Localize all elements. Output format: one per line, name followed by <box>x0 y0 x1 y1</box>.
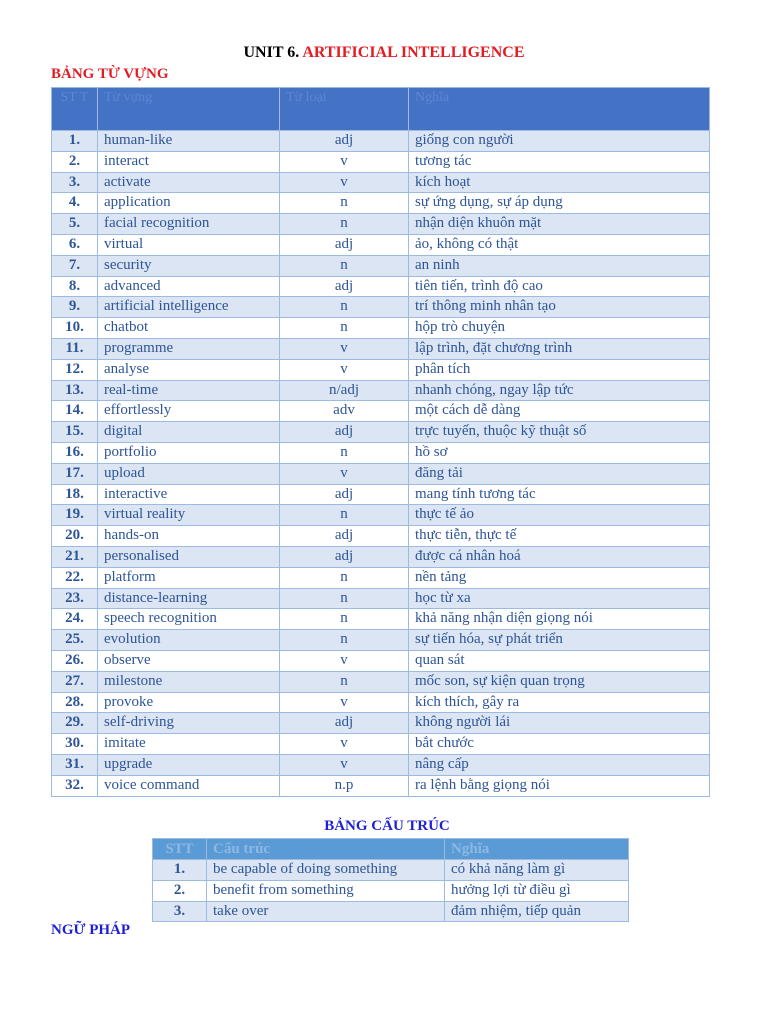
vocab-word: milestone <box>98 671 280 692</box>
vocab-word: activate <box>98 172 280 193</box>
word-type: n <box>280 297 409 318</box>
table-row <box>52 255 710 276</box>
table-row <box>52 526 710 547</box>
grammar-heading: NGỮ PHÁP <box>51 922 131 938</box>
table-row <box>52 734 710 755</box>
row-number: 26. <box>52 650 98 671</box>
vocab-word: observe <box>98 650 280 671</box>
word-meaning: an ninh <box>409 255 710 276</box>
row-number: 19. <box>52 505 98 526</box>
row-number: 22. <box>52 567 98 588</box>
table-row <box>52 775 710 796</box>
word-meaning: đăng tải <box>409 463 710 484</box>
row-number: 31. <box>52 754 98 775</box>
table-row <box>52 650 710 671</box>
row-number: 28. <box>52 692 98 713</box>
row-number: 11. <box>52 338 98 359</box>
row-number: 25. <box>52 630 98 651</box>
table-row <box>52 214 710 235</box>
row-number: 32. <box>52 775 98 796</box>
word-type: adj <box>280 234 409 255</box>
row-number: 4. <box>52 193 98 214</box>
word-meaning: giống con người <box>409 131 710 152</box>
row-number: 17. <box>52 463 98 484</box>
row-number: 5. <box>52 214 98 235</box>
table-row <box>52 297 710 318</box>
word-type: adj <box>280 546 409 567</box>
word-meaning: sự ứng dụng, sự áp dụng <box>409 193 710 214</box>
structure-header-structure: Cấu trúc <box>207 839 445 860</box>
structure-body <box>153 860 629 922</box>
vocab-word: platform <box>98 567 280 588</box>
table-row <box>52 630 710 651</box>
table-row <box>52 692 710 713</box>
structure-header-meaning: Nghĩa <box>445 839 629 860</box>
word-type: n/adj <box>280 380 409 401</box>
table-row <box>52 463 710 484</box>
vocab-word: provoke <box>98 692 280 713</box>
word-type: n <box>280 671 409 692</box>
word-type: adj <box>280 526 409 547</box>
table-row <box>52 484 710 505</box>
word-type: n <box>280 505 409 526</box>
word-meaning: một cách dễ dàng <box>409 401 710 422</box>
table-row <box>52 193 710 214</box>
word-type: n <box>280 318 409 339</box>
word-meaning: được cá nhân hoá <box>409 546 710 567</box>
word-type: n <box>280 609 409 630</box>
word-meaning: khả năng nhận diện giọng nói <box>409 609 710 630</box>
word-meaning: tiên tiến, trình độ cao <box>409 276 710 297</box>
word-meaning: hộp trò chuyện <box>409 318 710 339</box>
word-type: adj <box>280 131 409 152</box>
word-type: v <box>280 754 409 775</box>
row-number: 15. <box>52 422 98 443</box>
word-type: adj <box>280 422 409 443</box>
vocab-word: real-time <box>98 380 280 401</box>
table-row <box>52 609 710 630</box>
row-number: 3. <box>153 901 207 922</box>
vocab-word: effortlessly <box>98 401 280 422</box>
word-type: adj <box>280 713 409 734</box>
vocab-word: portfolio <box>98 442 280 463</box>
word-type: n <box>280 567 409 588</box>
table-row <box>52 318 710 339</box>
vocab-word: virtual reality <box>98 505 280 526</box>
word-meaning: nền tảng <box>409 567 710 588</box>
word-meaning: mốc son, sự kiện quan trọng <box>409 671 710 692</box>
word-meaning: sự tiến hóa, sự phát triển <box>409 630 710 651</box>
row-number: 2. <box>153 880 207 901</box>
structure-meaning: hưởng lợi từ điều gì <box>445 880 629 901</box>
vocab-header-stt: ST T <box>52 88 98 131</box>
vocab-word: voice command <box>98 775 280 796</box>
row-number: 1. <box>153 860 207 881</box>
structure-heading: BẢNG CẤU TRÚC <box>324 818 450 834</box>
vocab-header-pos: Từ loại <box>280 88 409 131</box>
vocab-header-meaning: Nghĩa <box>409 88 710 131</box>
vocab-word: imitate <box>98 734 280 755</box>
row-number: 18. <box>52 484 98 505</box>
vocab-word: interactive <box>98 484 280 505</box>
table-row <box>52 172 710 193</box>
vocab-word: programme <box>98 338 280 359</box>
table-row <box>52 546 710 567</box>
row-number: 9. <box>52 297 98 318</box>
row-number: 12. <box>52 359 98 380</box>
row-number: 24. <box>52 609 98 630</box>
word-type: v <box>280 692 409 713</box>
word-type: v <box>280 463 409 484</box>
word-meaning: lập trình, đặt chương trình <box>409 338 710 359</box>
structure-phrase: benefit from something <box>207 880 445 901</box>
table-row <box>52 131 710 152</box>
table-row <box>52 422 710 443</box>
row-number: 3. <box>52 172 98 193</box>
word-meaning: thực tế ảo <box>409 505 710 526</box>
title-prefix: UNIT 6. <box>243 44 300 61</box>
structure-header-row <box>153 839 629 860</box>
table-row <box>52 505 710 526</box>
word-meaning: tương tác <box>409 151 710 172</box>
row-number: 27. <box>52 671 98 692</box>
word-meaning: nâng cấp <box>409 754 710 775</box>
structure-phrase: be capable of doing something <box>207 860 445 881</box>
word-meaning: không người lái <box>409 713 710 734</box>
word-type: v <box>280 338 409 359</box>
vocab-heading: BẢNG TỪ VỰNG <box>51 66 169 82</box>
vocab-word: hands-on <box>98 526 280 547</box>
row-number: 6. <box>52 234 98 255</box>
word-type: v <box>280 734 409 755</box>
word-type: v <box>280 650 409 671</box>
vocab-word: human-like <box>98 131 280 152</box>
word-meaning: kích hoạt <box>409 172 710 193</box>
word-meaning: bắt chước <box>409 734 710 755</box>
row-number: 14. <box>52 401 98 422</box>
vocab-word: analyse <box>98 359 280 380</box>
word-type: n <box>280 193 409 214</box>
vocab-word: digital <box>98 422 280 443</box>
table-row <box>153 880 629 901</box>
word-type: n <box>280 442 409 463</box>
word-meaning: hồ sơ <box>409 442 710 463</box>
vocab-word: personalised <box>98 546 280 567</box>
structure-phrase: take over <box>207 901 445 922</box>
structure-header-stt: STT <box>153 839 207 860</box>
word-type: adj <box>280 484 409 505</box>
word-meaning: trí thông minh nhân tạo <box>409 297 710 318</box>
row-number: 20. <box>52 526 98 547</box>
table-row <box>52 754 710 775</box>
table-row <box>52 359 710 380</box>
table-row <box>52 234 710 255</box>
word-type: v <box>280 359 409 380</box>
word-meaning: thực tiễn, thực tế <box>409 526 710 547</box>
row-number: 29. <box>52 713 98 734</box>
vocab-word: facial recognition <box>98 214 280 235</box>
table-row <box>52 671 710 692</box>
vocab-word: security <box>98 255 280 276</box>
structure-table <box>152 838 629 922</box>
word-meaning: kích thích, gây ra <box>409 692 710 713</box>
row-number: 1. <box>52 131 98 152</box>
structure-meaning: đảm nhiệm, tiếp quản <box>445 901 629 922</box>
word-meaning: học từ xa <box>409 588 710 609</box>
vocab-header-row <box>52 88 710 131</box>
word-type: n.p <box>280 775 409 796</box>
vocab-body <box>52 131 710 797</box>
vocab-word: chatbot <box>98 318 280 339</box>
table-row <box>52 338 710 359</box>
vocab-word: distance-learning <box>98 588 280 609</box>
table-row <box>153 860 629 881</box>
vocab-word: self-driving <box>98 713 280 734</box>
table-row <box>52 442 710 463</box>
word-type: v <box>280 151 409 172</box>
word-type: n <box>280 214 409 235</box>
vocab-word: speech recognition <box>98 609 280 630</box>
word-type: adv <box>280 401 409 422</box>
structure-meaning: có khả năng làm gì <box>445 860 629 881</box>
row-number: 8. <box>52 276 98 297</box>
title-main: ARTIFICIAL INTELLIGENCE <box>302 44 525 61</box>
row-number: 16. <box>52 442 98 463</box>
row-number: 7. <box>52 255 98 276</box>
vocab-word: virtual <box>98 234 280 255</box>
vocab-word: artificial intelligence <box>98 297 280 318</box>
row-number: 13. <box>52 380 98 401</box>
table-row <box>52 401 710 422</box>
row-number: 10. <box>52 318 98 339</box>
word-type: n <box>280 630 409 651</box>
vocab-header-word: Từ vựng <box>98 88 280 131</box>
vocab-word: upload <box>98 463 280 484</box>
vocab-table <box>51 87 710 797</box>
word-meaning: mang tính tương tác <box>409 484 710 505</box>
word-type: n <box>280 255 409 276</box>
word-type: n <box>280 588 409 609</box>
vocab-word: application <box>98 193 280 214</box>
word-meaning: ảo, không có thật <box>409 234 710 255</box>
word-meaning: ra lệnh bằng giọng nói <box>409 775 710 796</box>
page-title <box>0 44 768 62</box>
table-row <box>52 567 710 588</box>
word-type: v <box>280 172 409 193</box>
word-meaning: phân tích <box>409 359 710 380</box>
word-meaning: trực tuyến, thuộc kỹ thuật số <box>409 422 710 443</box>
word-meaning: nhanh chóng, ngay lập tức <box>409 380 710 401</box>
row-number: 21. <box>52 546 98 567</box>
row-number: 30. <box>52 734 98 755</box>
vocab-word: interact <box>98 151 280 172</box>
word-type: adj <box>280 276 409 297</box>
word-meaning: quan sát <box>409 650 710 671</box>
vocab-word: evolution <box>98 630 280 651</box>
table-row <box>52 276 710 297</box>
row-number: 23. <box>52 588 98 609</box>
vocab-word: upgrade <box>98 754 280 775</box>
table-row <box>52 713 710 734</box>
table-row <box>153 901 629 922</box>
table-row <box>52 380 710 401</box>
word-meaning: nhận diện khuôn mặt <box>409 214 710 235</box>
table-row <box>52 588 710 609</box>
table-row <box>52 151 710 172</box>
row-number: 2. <box>52 151 98 172</box>
vocab-word: advanced <box>98 276 280 297</box>
